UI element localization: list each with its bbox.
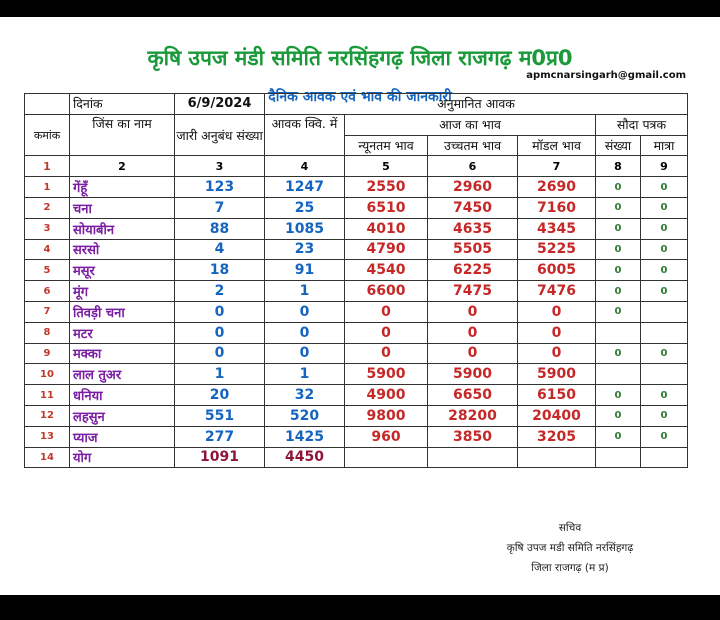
max-price: 0 [428,322,518,343]
modal-price: 6150 [518,385,596,406]
deal-quantity: 0 [641,405,688,426]
min-price: 960 [345,426,428,447]
commodity-name: धनिया [70,385,175,406]
deal-quantity: 0 [641,281,688,302]
deal-count: 0 [596,426,641,447]
commodity-name: गेंहूँ [70,177,175,198]
arrival-quantity: 0 [265,343,345,364]
min-price-header: न्यूनतम भाव [345,135,428,156]
column-number: 8 [596,156,641,177]
deal-count: 0 [596,405,641,426]
modal-price: 3205 [518,426,596,447]
min-price: 0 [345,301,428,322]
total-serial: 14 [25,447,70,468]
permit-count: 551 [175,405,265,426]
table-row [25,281,688,302]
arrival-quantity: 0 [265,322,345,343]
table-row [25,260,688,281]
row-serial: 4 [25,239,70,260]
commodity-header: जिंस का नाम [70,114,175,156]
row-serial: 8 [25,322,70,343]
deal-quantity: 0 [641,343,688,364]
min-price: 5900 [345,364,428,385]
table-row [25,301,688,322]
commodity-name: मसूर [70,260,175,281]
column-number: 4 [265,156,345,177]
commodity-name: सरसो [70,239,175,260]
deal-count: 0 [596,177,641,198]
max-price: 0 [428,301,518,322]
permits-header: जारी अनुबंध संख्या [175,114,265,156]
serial-header: कमांक [25,114,70,156]
blank-cell [25,94,70,115]
email-address: apmcnarsingarh@gmail.com [526,70,686,81]
deal-quantity: 0 [641,218,688,239]
column-number: 6 [428,156,518,177]
modal-price: 0 [518,322,596,343]
deal-count: 0 [596,385,641,406]
arrival-quantity: 32 [265,385,345,406]
column-number: 1 [25,156,70,177]
modal-price: 0 [518,343,596,364]
modal-price: 7476 [518,281,596,302]
permit-count: 7 [175,197,265,218]
empty-cell [428,447,518,468]
deal-quantity: 0 [641,239,688,260]
price-table [24,93,688,468]
deal-count [596,322,641,343]
permit-count: 1 [175,364,265,385]
deal-quantity: 0 [641,177,688,198]
min-price: 4790 [345,239,428,260]
today-price-header: आज का भाव [345,114,596,135]
arrival-header: आवक क्वि. में [265,114,345,156]
row-serial: 2 [25,197,70,218]
signature-district: जिला राजगढ़ (म प्र) [531,562,609,574]
min-price: 2550 [345,177,428,198]
modal-price: 4345 [518,218,596,239]
max-price: 7475 [428,281,518,302]
max-price: 3850 [428,426,518,447]
table-row [25,405,688,426]
modal-price: 5900 [518,364,596,385]
column-number: 2 [70,156,175,177]
commodity-name: तिवड़ी चना [70,301,175,322]
min-price: 4540 [345,260,428,281]
deal-count: 0 [596,343,641,364]
arrival-quantity: 25 [265,197,345,218]
min-price: 4900 [345,385,428,406]
modal-price: 5225 [518,239,596,260]
deal-count [596,364,641,385]
max-price: 6650 [428,385,518,406]
modal-price: 7160 [518,197,596,218]
min-price: 6600 [345,281,428,302]
commodity-name: लहसुन [70,405,175,426]
permit-count: 0 [175,301,265,322]
arrival-quantity: 1425 [265,426,345,447]
signature-title: सचिव [558,522,582,534]
deal-quantity: 0 [641,260,688,281]
deal-quantity: 0 [641,385,688,406]
count-header: संख्या [596,135,641,156]
table-row [25,197,688,218]
max-price-header: उच्चतम भाव [428,135,518,156]
commodity-name: सोयाबीन [70,218,175,239]
table-row [25,239,688,260]
empty-cell [518,447,596,468]
arrival-quantity: 1247 [265,177,345,198]
deal-count: 0 [596,239,641,260]
arrival-quantity: 23 [265,239,345,260]
max-price: 5505 [428,239,518,260]
max-price: 6225 [428,260,518,281]
column-number: 3 [175,156,265,177]
deal-count: 0 [596,260,641,281]
commodity-name: लाल तुअर [70,364,175,385]
column-number: 7 [518,156,596,177]
deal-letter-header: सौदा पत्रक [596,114,688,135]
total-arrival: 4450 [265,447,345,468]
deal-count: 0 [596,218,641,239]
max-price: 7450 [428,197,518,218]
arrival-quantity: 1 [265,364,345,385]
arrival-quantity: 520 [265,405,345,426]
deal-quantity: 0 [641,426,688,447]
modal-price: 6005 [518,260,596,281]
table-row [25,322,688,343]
report-title: कृषि उपज मंडी समिति नरसिंहगढ़ जिला राजगढ़ म0प्र0 [147,46,573,70]
empty-cell [345,447,428,468]
row-serial: 1 [25,177,70,198]
row-serial: 13 [25,426,70,447]
column-number-row [25,156,688,177]
modal-price-header: मॉडल भाव [518,135,596,156]
max-price: 4635 [428,218,518,239]
deal-quantity [641,301,688,322]
permit-count: 2 [175,281,265,302]
row-serial: 12 [25,405,70,426]
table-row [25,385,688,406]
row-serial: 5 [25,260,70,281]
max-price: 5900 [428,364,518,385]
empty-cell [596,447,641,468]
commodity-name: मटर [70,322,175,343]
signature-org: कृषि उपज मडी समिति नरसिंहगढ़ [506,542,634,554]
max-price: 0 [428,343,518,364]
table-row [25,426,688,447]
signature-block [470,518,670,578]
min-price: 9800 [345,405,428,426]
modal-price: 20400 [518,405,596,426]
row-serial: 10 [25,364,70,385]
row-serial: 7 [25,301,70,322]
date-label: दिनांक [70,94,175,115]
min-price: 4010 [345,218,428,239]
min-price: 0 [345,343,428,364]
row-serial: 3 [25,218,70,239]
permit-count: 20 [175,385,265,406]
permit-count: 0 [175,343,265,364]
permit-count: 277 [175,426,265,447]
deal-count: 0 [596,197,641,218]
deal-quantity: 0 [641,197,688,218]
commodity-name: मूंग [70,281,175,302]
table-row [25,343,688,364]
permit-count: 4 [175,239,265,260]
report-subtitle: दैनिक आवक एवं भाव की जानकारी [268,89,452,105]
commodity-name: चना [70,197,175,218]
table-row [25,364,688,385]
row-serial: 11 [25,385,70,406]
deal-count: 0 [596,301,641,322]
permit-count: 0 [175,322,265,343]
arrival-quantity: 1 [265,281,345,302]
date-value: 6/9/2024 [175,94,265,115]
column-number: 9 [641,156,688,177]
permit-count: 18 [175,260,265,281]
total-label: योग [70,447,175,468]
estimated-arrival-header: अनुमानित आवक [265,94,688,115]
commodity-name: मक्का [70,343,175,364]
total-row [25,447,688,468]
arrival-quantity: 91 [265,260,345,281]
min-price: 0 [345,322,428,343]
empty-cell [641,447,688,468]
modal-price: 0 [518,301,596,322]
row-serial: 9 [25,343,70,364]
table-row [25,218,688,239]
permit-count: 123 [175,177,265,198]
min-price: 6510 [345,197,428,218]
table-row [25,177,688,198]
max-price: 28200 [428,405,518,426]
deal-quantity [641,322,688,343]
deal-count: 0 [596,281,641,302]
max-price: 2960 [428,177,518,198]
deal-quantity [641,364,688,385]
qty-header: मात्रा [641,135,688,156]
column-number: 5 [345,156,428,177]
modal-price: 2690 [518,177,596,198]
total-permits: 1091 [175,447,265,468]
arrival-quantity: 1085 [265,218,345,239]
row-serial: 6 [25,281,70,302]
commodity-name: प्याज [70,426,175,447]
permit-count: 88 [175,218,265,239]
arrival-quantity: 0 [265,301,345,322]
